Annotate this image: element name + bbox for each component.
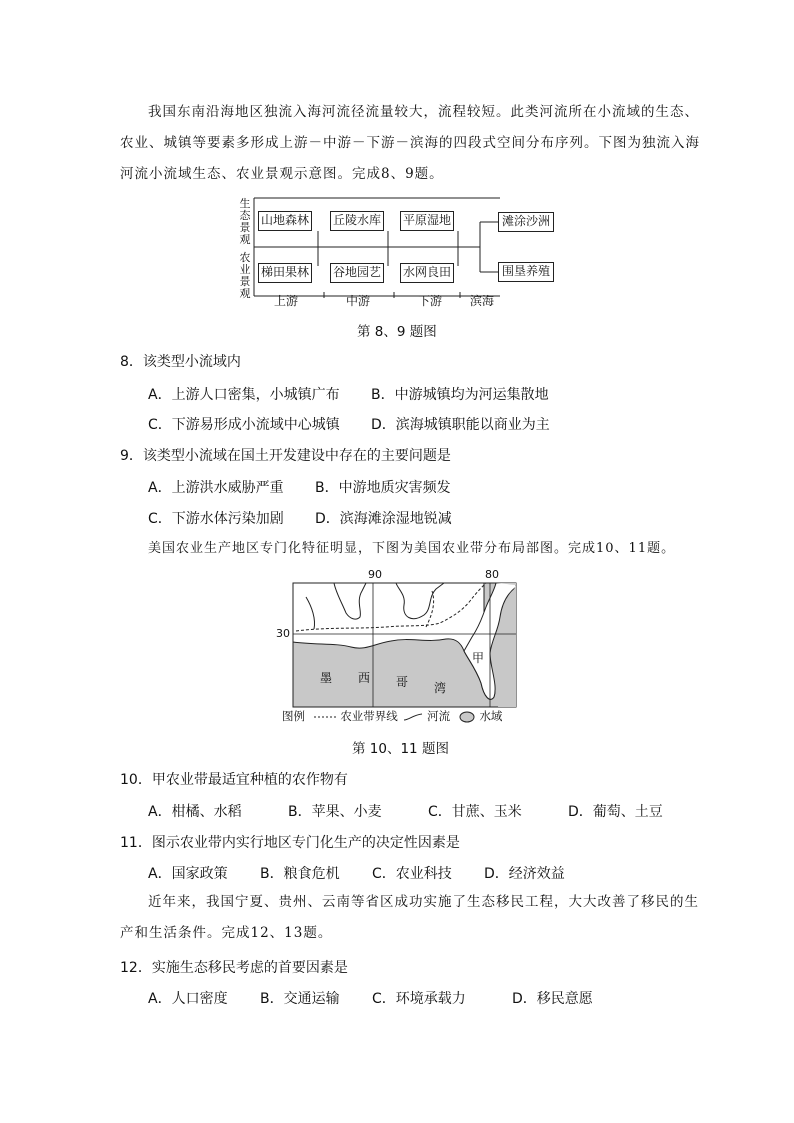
q11-option-c[interactable]: C．农业科技 bbox=[372, 866, 452, 882]
passage1-line1: 我国东南沿海地区独流入海河流径流量较大，流程较短。此类河流所在小流域的生态、 bbox=[148, 104, 699, 120]
lon-80-label: 80 bbox=[485, 568, 499, 581]
q12-option-a[interactable]: A．人口密度 bbox=[148, 991, 228, 1007]
legend-river-icon bbox=[403, 712, 423, 722]
q10-option-c[interactable]: C．甘蔗、玉米 bbox=[428, 804, 522, 820]
q11-option-d[interactable]: D．经济效益 bbox=[484, 866, 565, 882]
segment-midstream: 中游 bbox=[346, 294, 371, 308]
gulf-char-3: 哥 bbox=[396, 675, 409, 689]
region-jia-label: 甲 bbox=[472, 651, 485, 665]
map-legend bbox=[282, 708, 502, 726]
legend-water: 水域 bbox=[479, 709, 503, 723]
agri-box-3: 水网良田 bbox=[400, 263, 454, 283]
segment-downstream: 下游 bbox=[418, 294, 443, 308]
segment-upstream: 上游 bbox=[274, 294, 299, 308]
q12-stem: 12．实施生态移民考虑的首要因素是 bbox=[120, 960, 348, 976]
diagram1-caption: 第 8、9 题图 bbox=[357, 324, 437, 340]
q10-stem: 10．甲农业带最适宜种植的农作物有 bbox=[120, 772, 348, 788]
passage3-line2: 产和生活条件。完成12、13题。 bbox=[120, 925, 333, 941]
passage2: 美国农业生产地区专门化特征明显，下图为美国农业带分布局部图。完成10、11题。 bbox=[148, 541, 676, 556]
lon-90-label: 90 bbox=[368, 568, 382, 581]
eco-box-4: 滩涂沙洲 bbox=[498, 212, 554, 232]
q8-option-b[interactable]: B．中游城镇均为河运集散地 bbox=[371, 387, 549, 403]
eco-box-3: 平原湿地 bbox=[400, 211, 454, 231]
legend-dash-icon bbox=[313, 712, 337, 722]
passage3-line1: 近年来，我国宁夏、贵州、云南等省区成功实施了生态移民工程，大大改善了移民的生 bbox=[148, 894, 699, 910]
legend-river: 河流 bbox=[427, 709, 451, 723]
q10-option-b[interactable]: B．苹果、小麦 bbox=[288, 804, 382, 820]
q9-option-c[interactable]: C．下游水体污染加剧 bbox=[148, 511, 284, 527]
q9-option-b[interactable]: B．中游地质灾害频发 bbox=[315, 480, 451, 496]
gulf-char-1: 墨 bbox=[320, 671, 333, 685]
q10-option-a[interactable]: A．柑橘、水稻 bbox=[148, 804, 242, 820]
agri-box-1: 梯田果林 bbox=[258, 263, 312, 283]
q12-option-d[interactable]: D．移民意愿 bbox=[512, 991, 593, 1007]
passage1-line3: 河流小流域生态、农业景观示意图。完成8、9题。 bbox=[120, 166, 444, 182]
us-agri-map bbox=[276, 567, 526, 727]
q8-option-d[interactable]: D．滨海城镇职能以商业为主 bbox=[371, 417, 550, 433]
gulf-char-4: 湾 bbox=[434, 681, 447, 695]
q8-stem: 8．该类型小流域内 bbox=[120, 354, 241, 370]
q11-option-a[interactable]: A．国家政策 bbox=[148, 866, 228, 882]
eco-box-1: 山地森林 bbox=[258, 211, 312, 231]
q12-option-c[interactable]: C．环境承载力 bbox=[372, 991, 466, 1007]
legend-belt: 农业带界线 bbox=[340, 709, 398, 723]
gulf-char-2: 西 bbox=[358, 671, 371, 685]
legend-water-icon bbox=[458, 711, 476, 723]
q9-option-a[interactable]: A．上游洪水威胁严重 bbox=[148, 480, 284, 496]
eco-row-label: 生态景观 bbox=[239, 197, 251, 246]
agri-row-label: 农业景观 bbox=[239, 251, 251, 300]
q12-option-b[interactable]: B．交通运输 bbox=[260, 991, 340, 1007]
map-caption: 第 10、11 题图 bbox=[352, 741, 449, 757]
q8-option-a[interactable]: A．上游人口密集，小城镇广布 bbox=[148, 387, 340, 403]
agri-box-4: 围垦养殖 bbox=[498, 262, 554, 282]
q10-option-d[interactable]: D．葡萄、土豆 bbox=[568, 804, 663, 820]
segment-coastal: 滨海 bbox=[470, 294, 495, 308]
lat-30-label: 30 bbox=[276, 627, 290, 640]
q11-option-b[interactable]: B．粮食危机 bbox=[260, 866, 340, 882]
passage1-line2: 农业、城镇等要素多形成上游－中游－下游－滨海的四段式空间分布序列。下图为独流入海 bbox=[120, 135, 700, 151]
landscape-diagram bbox=[236, 194, 566, 314]
q9-stem: 9．该类型小流域在国土开发建设中存在的主要问题是 bbox=[120, 448, 451, 464]
map-graphic bbox=[276, 567, 526, 727]
agri-box-2: 谷地园艺 bbox=[330, 263, 384, 283]
q8-option-c[interactable]: C．下游易形成小流域中心城镇 bbox=[148, 417, 340, 433]
q11-stem: 11．图示农业带内实行地区专门化生产的决定性因素是 bbox=[120, 835, 460, 851]
legend-title: 图例 bbox=[282, 709, 305, 723]
eco-box-2: 丘陵水库 bbox=[330, 211, 384, 231]
q9-option-d[interactable]: D．滨海滩涂湿地锐减 bbox=[315, 511, 452, 527]
